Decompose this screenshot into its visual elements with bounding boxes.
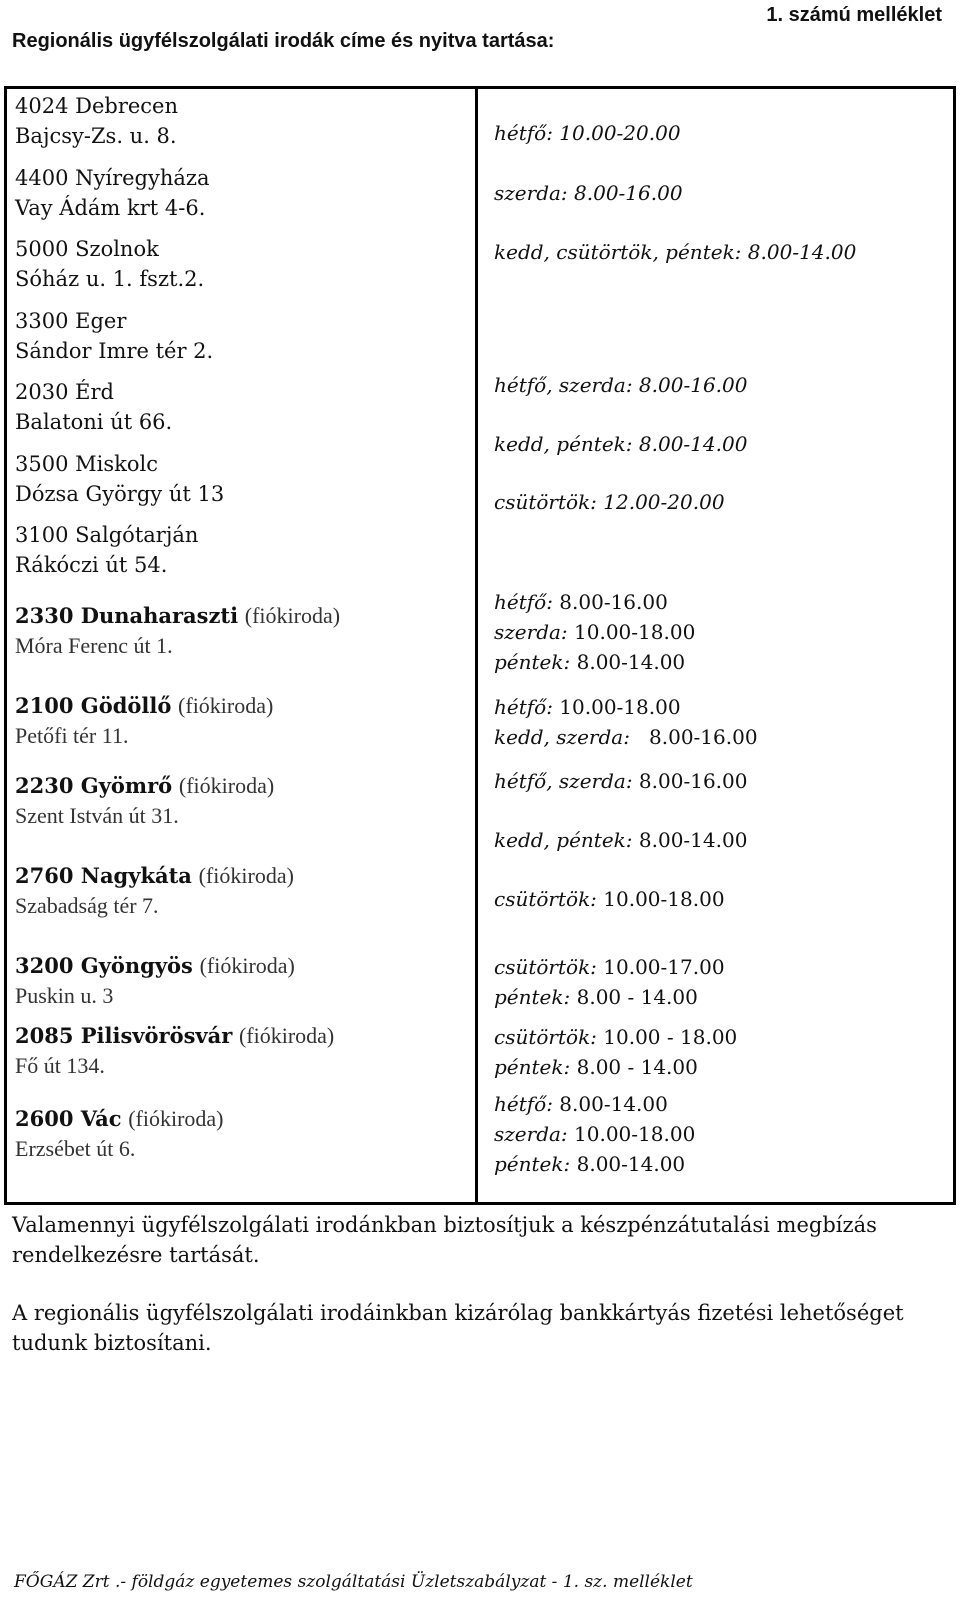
time-range: 8.00-14.00 [570,650,686,674]
office-street: Móra Ferenc út 1. [15,633,173,658]
time-range: 8.00-16.00 [632,769,748,793]
office-city: 2230 Gyömrő [15,773,173,798]
office-type: (fiókiroda) [244,603,341,628]
day-label: péntek: [494,650,571,674]
time-range: 8.00-16.00 [552,590,668,614]
office-city: 3300 Eger [15,309,127,333]
office-type: (fiókiroda) [128,1106,224,1131]
hours-gyongyos [494,952,725,1012]
hours-gyomro [494,766,747,914]
hours-dunaharaszti [494,587,695,677]
office-street: Szabadság tér 7. [15,893,159,918]
office-city: 3200 Gyöngyös [15,953,193,978]
office-pilisvorosvar [15,1021,334,1081]
day-label: szerda: [494,620,568,644]
day-label: szerda: [494,1122,568,1146]
office-city: 5000 Szolnok [15,237,159,261]
office-city: 4400 Nyíregyháza [15,166,210,190]
office-street: Balatoni út 66. [15,410,173,434]
column-divider [475,86,478,1205]
time-range: 10.00-18.00 [567,1122,696,1146]
day-label: péntek: [494,1055,571,1079]
day-label: péntek: [494,1152,571,1176]
hours-line: csütörtök: 12.00-20.00 [494,490,725,514]
office-street: Erzsébet út 6. [15,1136,136,1161]
hours-vac [494,1089,695,1179]
office-type: (fiókiroda) [238,1023,335,1048]
office-salgotarjan [15,520,198,580]
hours-line: kedd, csütörtök, péntek: 8.00-14.00 [494,240,857,264]
office-city: 2100 Gödöllő [15,693,172,718]
time-range: 10.00 - 18.00 [596,1025,738,1049]
office-szolnok [15,234,204,294]
annex-label: 1. számú melléklet [766,4,942,26]
day-label: hétfő, szerda: [494,769,633,793]
time-range: 8.00 - 14.00 [570,1055,698,1079]
office-nagykata [15,861,294,921]
office-street: Dózsa György út 13 [15,482,225,506]
hours-line: szerda: 8.00-16.00 [494,181,683,205]
office-type: (fiókiroda) [199,953,295,978]
day-label: hétfő: [494,590,553,614]
office-street: Fő út 134. [15,1053,105,1078]
day-label: kedd, péntek: [494,828,633,852]
office-gyongyos [15,951,295,1011]
office-street: Petőfi tér 11. [15,723,129,748]
day-label: hétfő: [494,1092,553,1116]
office-nyiregyhaza [15,163,209,223]
office-city: 2030 Érd [15,380,114,404]
time-range: 8.00 - 14.00 [570,985,698,1009]
office-street: Vay Ádám krt 4-6. [15,196,206,220]
office-street: Rákóczi út 54. [15,553,168,577]
office-street: Sóház u. 1. fszt.2. [15,267,205,291]
office-vac [15,1104,224,1164]
day-label: csütörtök: [494,955,597,979]
office-city: 2760 Nagykáta [15,863,192,888]
office-city: 2330 Dunaharaszti [15,603,239,628]
office-street: Bajcsy-Zs. u. 8. [15,124,177,148]
hours-pilisvorosvar [494,1022,737,1082]
time-range: 10.00-18.00 [596,887,725,911]
office-city: 3500 Miskolc [15,452,158,476]
hours-line: hétfő, szerda: 8.00-16.00 [494,373,748,397]
hours-line: hétfő: 10.00-20.00 [494,121,681,145]
office-city: 4024 Debrecen [15,94,179,118]
office-eger [15,306,213,366]
office-type: (fiókiroda) [178,773,275,798]
time-range: 10.00-17.00 [596,955,725,979]
office-city: 3100 Salgótarján [15,523,199,547]
office-debrecen [15,91,178,151]
day-label: csütörtök: [494,887,597,911]
hours-godollo [494,692,758,752]
time-range: 10.00-18.00 [552,695,681,719]
time-range: 8.00-14.00 [632,828,748,852]
note-cash-transfer: Valamennyi ügyfélszolgálati irodánkban biztosítjuk a készpénzátutalási megbízás rendelkezésre tartását. [12,1213,877,1267]
page-title: Regionális ügyfélszolgálati irodák címe és nyitva tartása: [12,30,555,52]
day-label: hétfő: [494,695,553,719]
time-range: 8.00-16.00 [629,725,758,749]
day-label: péntek: [494,985,571,1009]
office-type: (fiókiroda) [198,863,294,888]
office-city: 2600 Vác [15,1106,122,1131]
office-erd [15,377,172,437]
office-godollo [15,691,273,751]
time-range: 8.00-14.00 [570,1152,686,1176]
note-card-payment: A regionális ügyfélszolgálati irodáinkban kizárólag bankkártyás fizetési lehetőséget tudunk biztosítani. [12,1301,904,1355]
office-gyomro [15,771,274,831]
time-range: 8.00-14.00 [552,1092,668,1116]
time-range: 10.00-18.00 [567,620,696,644]
office-dunaharaszti [15,601,340,661]
office-type: (fiókiroda) [178,693,274,718]
page-footer: FŐGÁZ Zrt .- földgáz egyetemes szolgáltatási Üzletszabályzat - 1. sz. melléklet [14,1572,693,1592]
office-street: Puskin u. 3 [15,983,114,1008]
hours-line: kedd, péntek: 8.00-14.00 [494,432,748,456]
office-street: Sándor Imre tér 2. [15,339,214,363]
office-miskolc [15,449,224,509]
office-city: 2085 Pilisvörösvár [15,1023,233,1048]
day-label: csütörtök: [494,1025,597,1049]
day-label: kedd, szerda: [494,725,630,749]
office-street: Szent István út 31. [15,803,179,828]
